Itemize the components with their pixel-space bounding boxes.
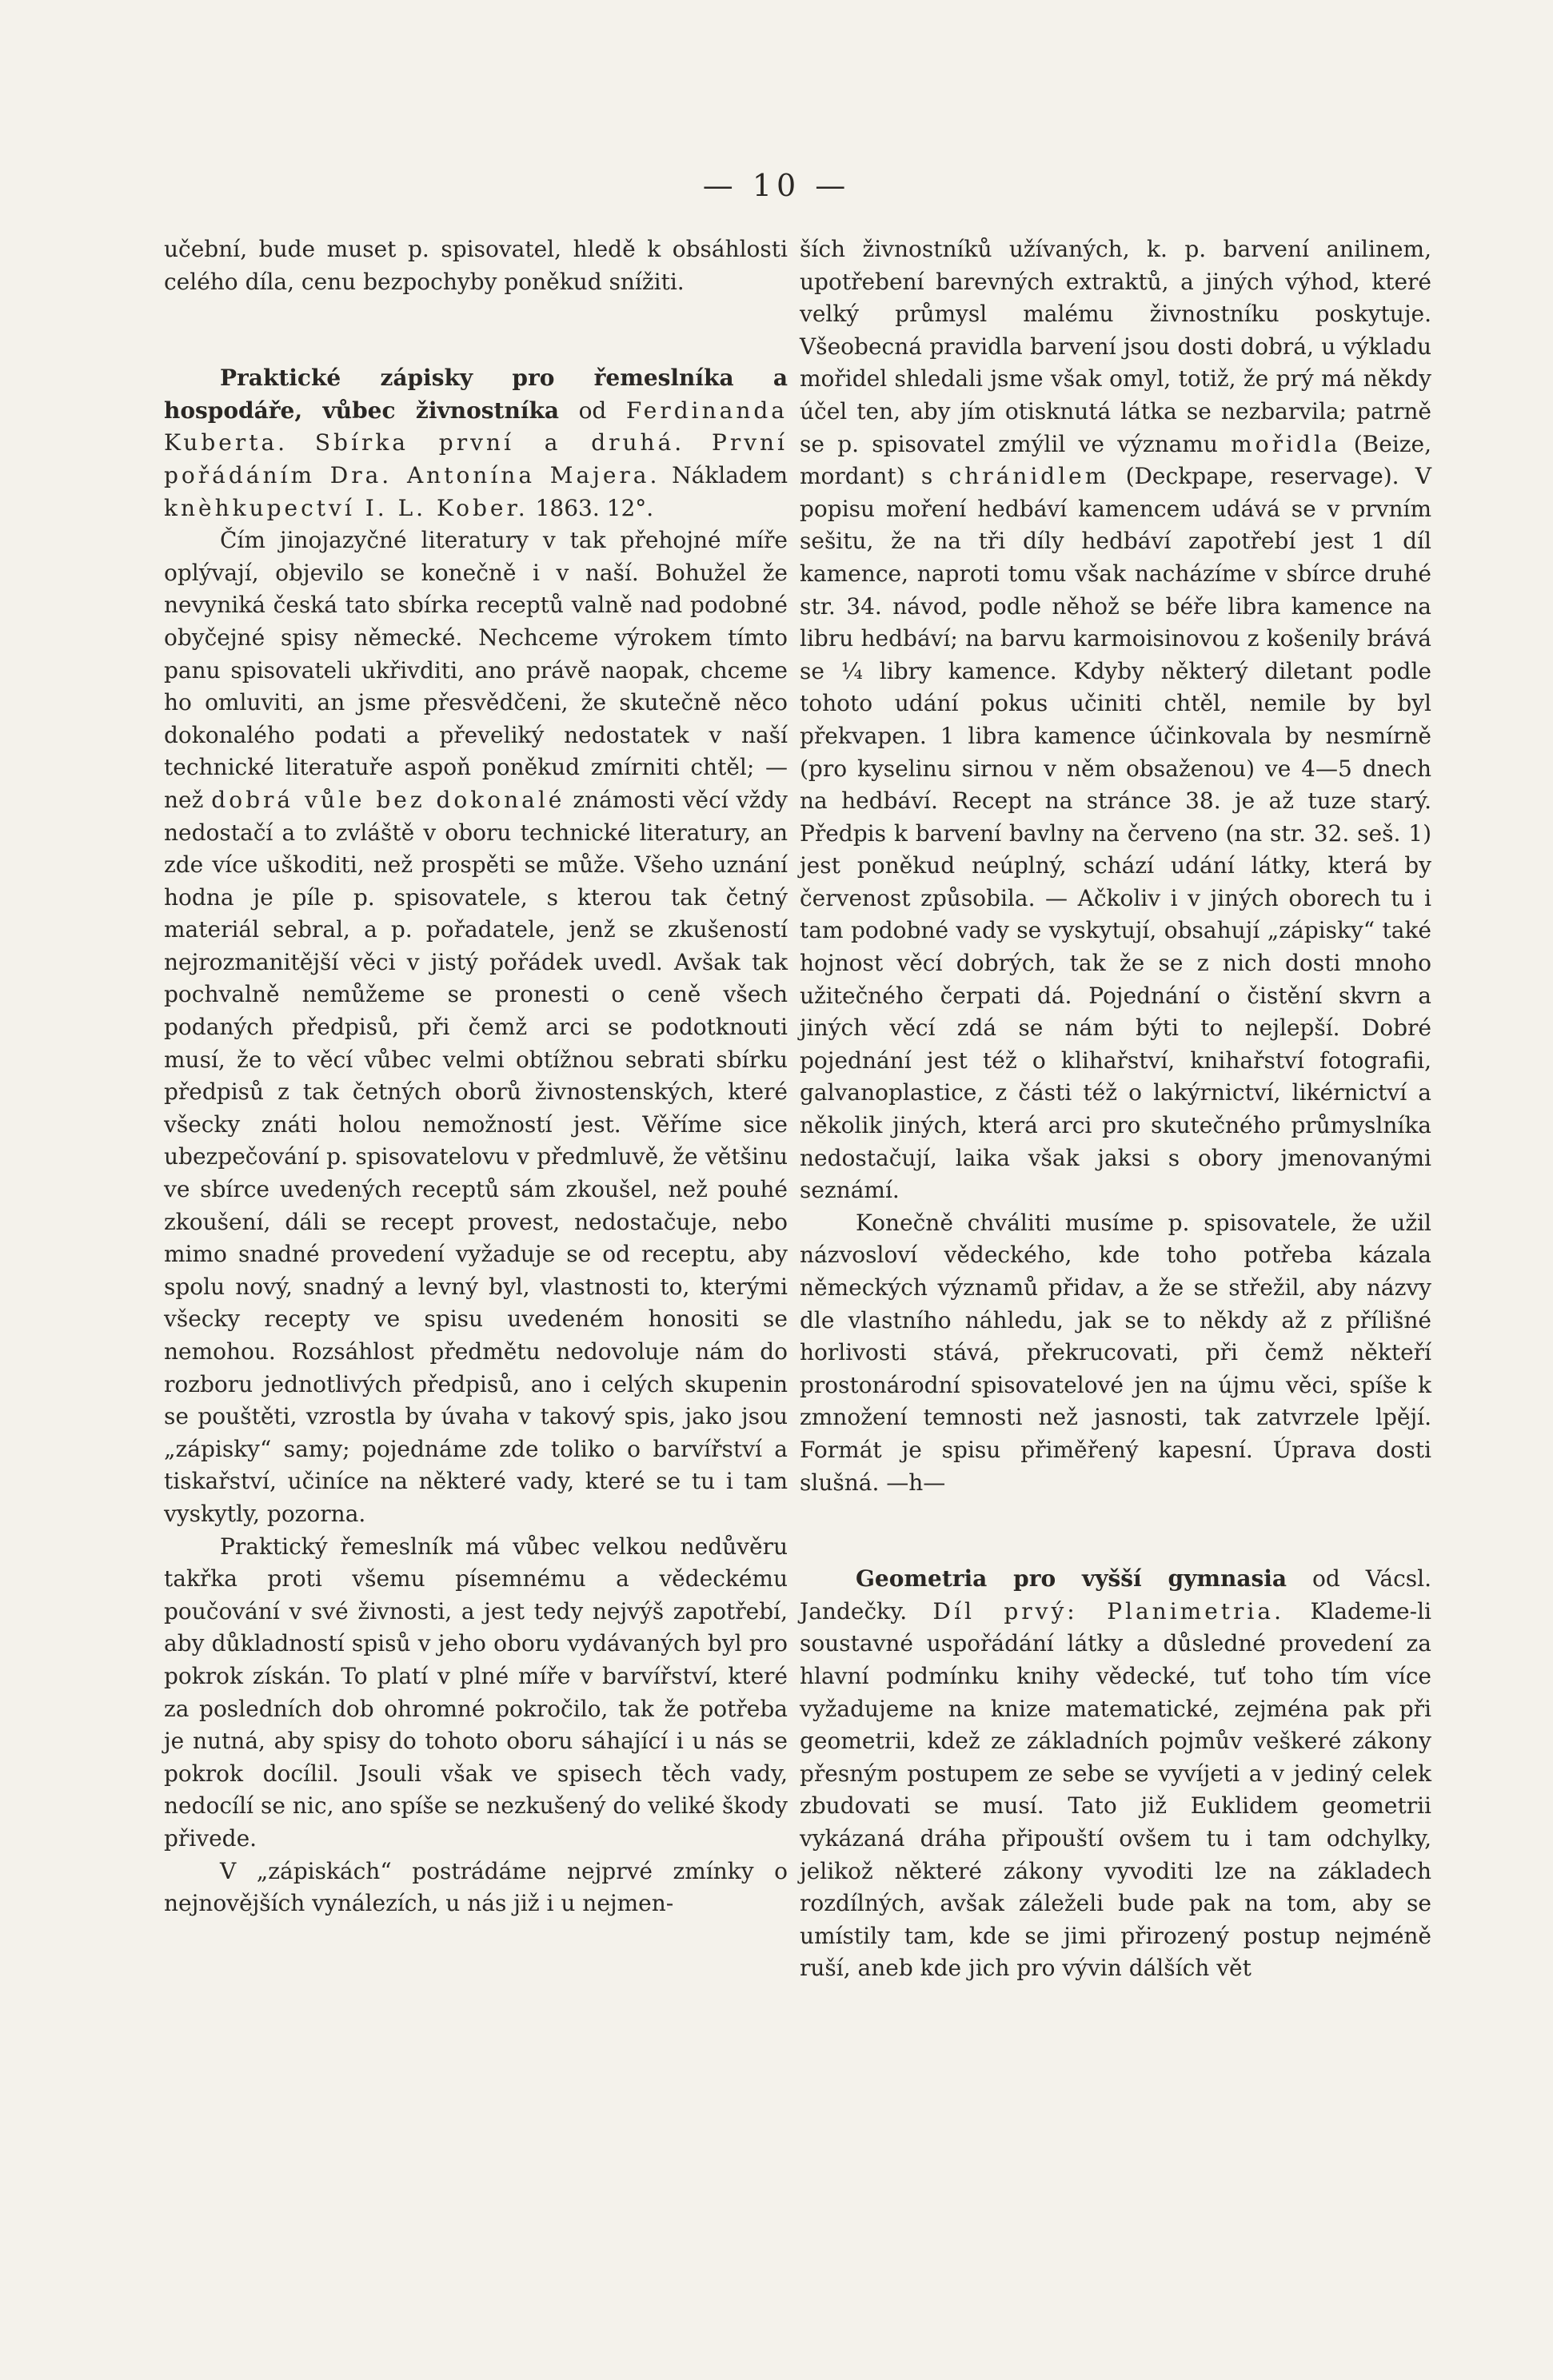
review-author: Ferdinanda Kuberta.: [164, 397, 788, 456]
paragraph: Čím jinojazyčné literatury v tak přehojné míře oplývají, objevilo se konečně i v naší. Bohužel že nevyniká česká tato sbírka receptů valně nad podobné obyčejné spisy německé. Nechceme výrokem tímto panu spisovateli ukřivditi, ano právě naopak, chceme ho omluviti, an jsme přesvědčeni, že skutečně něco dokonalého podati a převeliký nedostatek v naší technické literatuře aspoň poněkud zmírniti chtěl; — než dobrá vůle bez dokonalé známosti věcí vždy nedostačí a to zvláště v oboru technické literatury, an zde více uškoditi, než prospěti se může. Všeho uznání hodna je píle p. spisovatele, s kterou tak četný materiál sebral, a p. pořadatele, jenž se zkušeností nejrozmanitější věci v jistý pořádek uvedl. Avšak tak pochvalně nemůžeme se pronesti o ceně všech podaných předpisů, při čemž arci se podotknouti musí, že to věcí vůbec velmi obtížnou sebrati sbírku předpisů z tak četných oborů živnostenských, které všecky znáti holou nemožností jest. Věříme sice ubezpečování p. spisovatelovu v předmluvě, že většinu ve sbírce uvedených receptů sám zkoušel, než pouhé zkoušení, dáli se recept provest, nedostačuje, nebo mimo snadné provedení vyžaduje se od receptu, aby spolu nový, snadný a levný byl, vlastnosti to, kterými všecky recepty ve spisu uvedeném honositi se nemohou. Rozsáhlost předmětu nedovoluje nám do rozboru jednotlivých předpisů, ano i celých skupenin se pouštěti, vzrostla by úvaha v takový spis, jako jsou „zápisky“ samy; pojednáme zde toliko o barvířství a tiskařství, učiníce na některé vady, které se tu i tam vyskytly, pozorna.: [164, 527, 788, 1527]
right-column: [800, 233, 1431, 1985]
paragraph: Praktický řemeslník má vůbec velkou nedůvěru takřka proti všemu písemnému a vědeckému poučování v své živnosti, a jest tedy nejvýš zapotřebí, aby důkladností spisů v jeho oboru vydávaných byl pro pokrok získán. To platí v plné míře v barvířství, které za posledních dob ohromné pokročilo, tak že potřeba je nutná, aby spisy do tohoto oboru sáhající i u nás se pokrok docílil. Jsouli však ve spisech těch vady, nedocílí se nic, ano spíše se nezkušený do veliké škody přivede.: [164, 1533, 788, 1852]
signature: —h—: [886, 1469, 946, 1496]
review-heading: Geometria pro vyšší gymnasia od Vácsl. Jandečky. Díl prvý: Planimetria. Klademe-li soustavné uspořádání látky a důsledné provedení za hlavní podmínku knihy vědecké, tuť toho tím více vyžadujeme na knize matematické, zejména pak při geometrii, kdež ze základních pojmův veškeré zákony přesným postupem ze sebe se vyvíjeti a v jediný celek zbudovati se musí. Tato již Euklidem geometrii vykázaná dráha připouští ovšem tu i tam odchylky, jelikož některé zákony vyvoditi lze na základech rozdílných, avšak záleželi bude pak na tom, aby se umístily tam, kde se jimi přirozený postup nejméně ruší, aneb kde jich pro vývin dálších vět: [800, 1565, 1432, 1982]
paragraph: V „zápiskách“ postrádáme nejprvé zmínky o nejnovějších vynálezích, u nás již i u nejmen-: [164, 1857, 788, 1917]
paragraph: Konečně chváliti musíme p. spisovatele, že užil názvosloví vědeckého, kde toho potřeba kázala německých významů přidav, a že se střežil, aby názvy dle vlastního náhledu, jak se to někdy až z přílišné horlivosti stává, překrucovati, při čemž někteří prostonárodní spisovatelové jen na újmu věci, spíše k zmnožení temnosti než jasnosti, tak zatvrzele lpějí. Formát je spisu přiměřený kapesní. Úprava dosti slušná. —h—: [800, 1209, 1431, 1496]
page-number: — 10 —: [702, 168, 851, 203]
paragraph: učební, bude muset p. spisovatel, hledě k obsáhlosti celého díla, cenu bezpochyby poněkud snížiti.: [164, 236, 788, 295]
review-heading: Praktické zápisky pro řemeslníka a hospodáře, vůbec živnostníka od Ferdinanda Kuberta. Sbírka první a druhá. První pořádáním Dra. Antonína Majera. Nákladem knèhkupectví I. L. Kober. 1863. 12°.: [164, 365, 788, 521]
review-title: Geometria pro vyšší gymnasia: [856, 1565, 1288, 1593]
review-author: od Vácsl. Jandečky.: [800, 1565, 1432, 1625]
left-column: [164, 233, 788, 1920]
paragraph: ších živnostníků užívaných, k. p. barvení anilinem, upotřebení barevných extraktů, a jiných výhod, které velký průmysl malému živnostníku poskytuje. Všeobecná pravidla barvení jsou dosti dobrá, u výkladu mořidel shledali jsme však omyl, totiž, že prý má někdy účel ten, aby jím otisknutá látka se nezbarvila; patrně se p. spisovatel zmýlil ve významu mořidla (Beize, mordant) s chránidlem (Deckpape, reservage). V popisu moření hedbáví kamencem udává se v prvním sešitu, že na tři díly hedbáví zapotřebí jest 1 díl kamence, naproti tomu však nacházíme v sbírce druhé str. 34. návod, podle něhož se béře libra kamence na libru hedbáví; na barvu karmoisinovou z košenily brává se ¼ libry kamence. Kdyby některý diletant podle tohoto udání pokus učiniti chtěl, nemile by byl překvapen. 1 libra kamence účinkovala by nesmírně (pro kyselinu sirnou v něm obsaženou) ve 4—5 dnech na hedbáví. Recept na stránce 38. je až tuze starý. Předpis k barvení bavlny na červeno (na str. 32. seš. 1) jest poněkud neúplný, schází udání látky, která by červenost způsobila. — Ačkoliv i v jiných oborech tu i tam podobné vady se vyskytují, obsahují „zápisky“ také hojnost věcí dobrých, tak že se z nich dosti mnoho užitečného čerpati dá. Pojednání o čistění skvrn a jiných věcí zdá se nám býti to nejlepší. Dobré pojednání jest též o klihařství, knihařství fotografii, galvanoplastice, z části též o lakýrnictví, likérnictví a několik jiných, která arci pro skutečného průmyslníka nedostačují, laika však jaksi s obory jmenovanými seznámí.: [800, 236, 1432, 1204]
review-title: Praktické zápisky pro řemeslníka a hospodáře, vůbec živnostníka: [164, 365, 788, 424]
